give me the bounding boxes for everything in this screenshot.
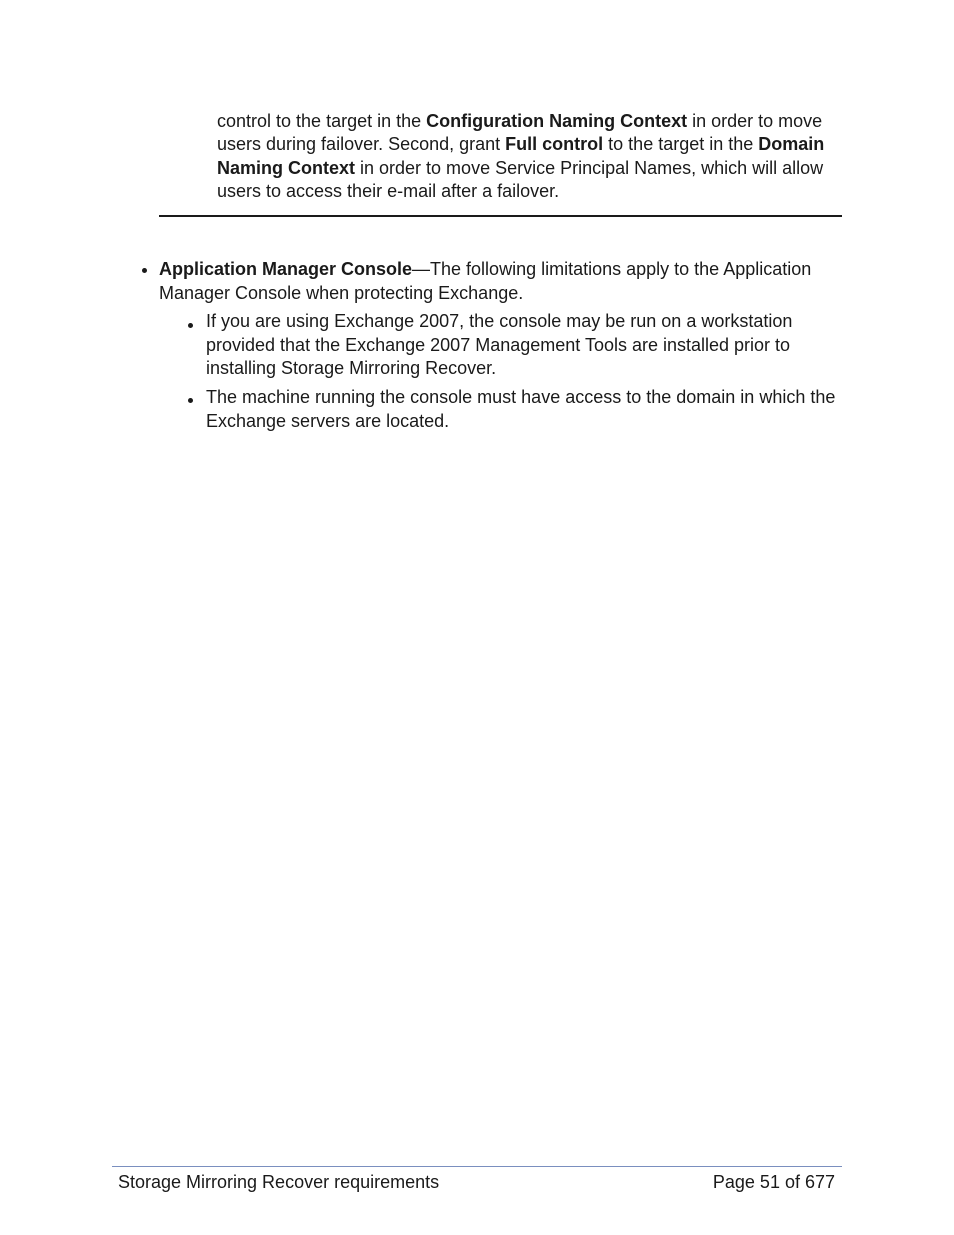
bullet-title: Application Manager Console bbox=[159, 259, 413, 279]
note-bold-config-naming-context: Configuration Naming Context bbox=[426, 111, 688, 131]
note-bold-domain-naming-context: Domain Naming Context bbox=[217, 134, 825, 178]
bullet-icon bbox=[142, 268, 147, 273]
sub-list-item: If you are using Exchange 2007, the console may be run on a workstation provided that the Exchange 2007 Management Tools are installed prior to installing Storage Mirroring Recover. bbox=[206, 311, 793, 378]
sub-bullet-icon bbox=[188, 398, 193, 403]
sub-bullet-icon bbox=[188, 323, 193, 328]
footer-page-number: Page 51 of 677 bbox=[712, 1172, 835, 1192]
list-item bbox=[159, 257, 849, 305]
footer-section-title: Storage Mirroring Recover requirements bbox=[118, 1172, 440, 1192]
note-text-1: control to the target in the bbox=[217, 111, 427, 131]
note-paragraph bbox=[217, 110, 847, 203]
note-text-2: in order to move users during failover. Second, grant bbox=[217, 111, 823, 155]
note-divider bbox=[159, 215, 842, 217]
note-text-4: in order to move Service Principal Names, which will allow users to access their e-mail after a failover. bbox=[217, 157, 824, 201]
bullet-text: —The following limitations apply to the Application Manager Console when protecting Exchange. bbox=[159, 259, 812, 303]
note-text-3: to the target in the bbox=[603, 134, 759, 155]
note-bold-full-control: Full control bbox=[505, 134, 604, 155]
sub-list-item: The machine running the console must have access to the domain in which the Exchange servers are located. bbox=[206, 387, 836, 431]
footer-divider bbox=[112, 1166, 842, 1167]
